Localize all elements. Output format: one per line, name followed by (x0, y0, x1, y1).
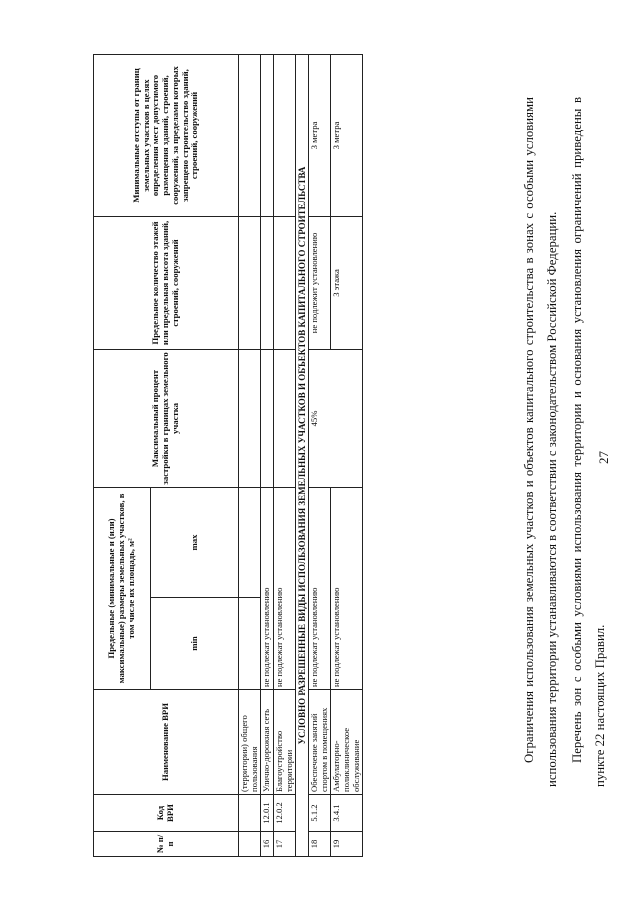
row-sizes: не подлежат установлению (309, 487, 331, 689)
paragraph-zones-list: Перечень зон с особыми условиями использования территории и основания установления ограничений приведены в пункте 22 настоящих Правил. (569, 97, 607, 787)
row-num: 17 (273, 832, 295, 857)
section-row (296, 54, 309, 856)
row-name: Улично-дорожная сеть (261, 690, 274, 795)
row-code: 5.1.2 (309, 795, 331, 832)
row-name: Обеспечение занятий спортом в помещениях (309, 690, 331, 795)
table-row (239, 54, 261, 856)
row-setback: 3 метра (331, 54, 363, 216)
row-sizes: не подлежат установлению (331, 487, 363, 689)
row-sizes: не подлежат установлению (273, 487, 295, 689)
page-number: 27 (596, 451, 611, 464)
row-floors: 3 этажа (331, 216, 363, 349)
header-percent: Максимальный процент застройки в границах земельного участка (94, 349, 239, 487)
row-name: (территории) общего пользования (239, 690, 261, 795)
header-sizes: Предельные (минимальные и (или) максимальные) размеры земельных участков, в том числе их площадь, м² (94, 487, 151, 689)
zoning-regulations-table (93, 54, 363, 857)
row-num: 16 (261, 832, 274, 857)
header-name: Наименование ВРИ (94, 690, 239, 795)
table-row (309, 54, 331, 856)
row-code: 12.0.2 (273, 795, 295, 832)
table-row (261, 54, 274, 856)
header-max: max (151, 487, 239, 597)
header-num: № п/п (94, 832, 239, 857)
header-min: min (151, 598, 239, 690)
row-name: Амбулаторно-поликлиническое обслуживание (331, 690, 363, 795)
row-percent: 45% (309, 349, 363, 487)
row-num: 19 (331, 832, 363, 857)
row-setback: 3 метра (309, 54, 331, 216)
row-code: 3.4.1 (331, 795, 363, 832)
row-sizes: не подлежат установлению (261, 487, 274, 689)
paragraph-restrictions: Ограничения использования земельных участков и объектов капитального строительства в зонах с особыми условиями использования территории устанавливаются в соответствии с законодательством Российской Федерации. (521, 97, 559, 787)
row-floors: не подлежит установлению (309, 216, 331, 349)
header-code: Код ВРИ (94, 795, 239, 832)
table-row (273, 54, 295, 856)
header-setback: Минимальные отступы от границ земельных участков в целях определения мест допустимого размещения зданий, строений, сооружений, за пределами которых запрещено строительство зданий, строений, сооружений (94, 54, 239, 216)
row-name: Благоустройство территории (273, 690, 295, 795)
row-num: 18 (309, 832, 331, 857)
section-title: УСЛОВНО РАЗРЕШЕННЫЕ ВИДЫ ИСПОЛЬЗОВАНИЯ ЗЕМЕЛЬНЫХ УЧАСТКОВ И ОБЪЕКТОВ КАПИТАЛЬНОГО СТРОИТЕЛЬСТВА (296, 54, 309, 856)
header-floors: Предельное количество этажей или предельная высота зданий, строений, сооружений (94, 216, 239, 349)
row-code: 12.0.1 (261, 795, 274, 832)
